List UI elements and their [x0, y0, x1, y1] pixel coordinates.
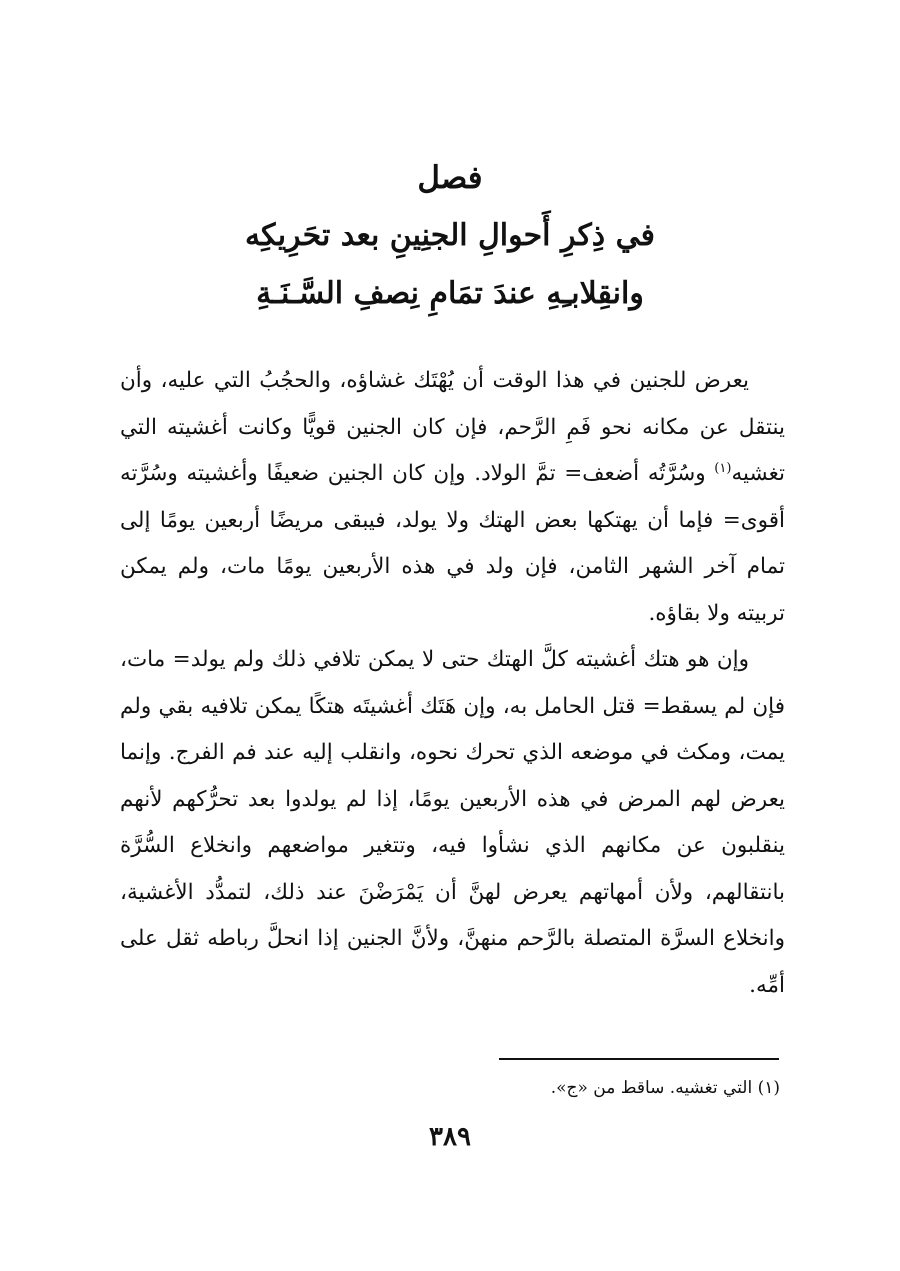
paragraph-1	[120, 358, 785, 637]
footnote-number: (١)	[757, 1078, 780, 1098]
paragraph-2: وإن هو هتك أغشيته كلَّ الهتك حتى لا يمكن تلافي ذلك ولم يولد= مات، فإن لم يسقط= قتل الحامل به، وإن هَتَك أغشيتَه هتكًا يمكن تلافيه بقي ولم يمت، ومكث في موضعه الذي تحرك نحوه، وانقلب إليه عند فم الفرج. وإنما يعرض لهم المرض في هذه الأربعين يومًا، إذا لم يولدوا بعد تحرُّكهم لأنهم ينقلبون عن مكانهم الذي نشأوا فيه، وتتغير مواضعهم وانخلاع السُّرَّة بانتقالهم، ولأن أمهاتهم يعرض لهنَّ أن يَمْرَضْنَ عند ذلك، لتمدُّد الأغشية، وانخلاع السرَّة المتصلة بالرَّحم منهنَّ، ولأنَّ الجنين إذا انحلَّ رباطه ثقل على أمِّه.	[120, 647, 785, 998]
section-subtitle-line-2: وانقِلابـِهِ عندَ تمَامِ نِصفِ السَّـنَـةِ	[256, 276, 644, 311]
footnote-reference: (١)	[714, 460, 732, 476]
page-number: ٣٨٩	[429, 1122, 471, 1152]
paragraph-1-text-start: يعرض للجنين في هذا الوقت أن يُهْتَك غشاؤه، والحجُبُ التي عليه، وأن ينتقل عن مكانه نحو فَمِ الرَّحم، فإن كان الجنين قويًّا وكانت أغشيته التي تغشيه	[120, 368, 785, 486]
section-subtitle-line-1: في ذِكرِ أَحوالِ الجنِينِ بعد تحَرِيكِه	[245, 218, 655, 253]
footnote-divider	[499, 1058, 779, 1060]
main-text	[120, 358, 785, 1009]
footnote-text: التي تغشيه. ساقط من «ج».	[550, 1078, 753, 1098]
footnote	[120, 1074, 780, 1102]
paragraph-1-text-end: وسُرَّتُه أضعف= تمَّ الولاد. وإن كان الجنين ضعيفًا وأغشيته وسُرَّته أقوى= فإما أن يهتكها بعض الهتك ولا يولد، فيبقى مريضًا أربعين يومًا إلى تمام آخر الشهر الثامن، فإن ولد في هذه الأربعين يومًا مات، ولم يمكن تربيته ولا بقاؤه.	[120, 461, 785, 626]
section-title: فصل	[417, 160, 483, 196]
